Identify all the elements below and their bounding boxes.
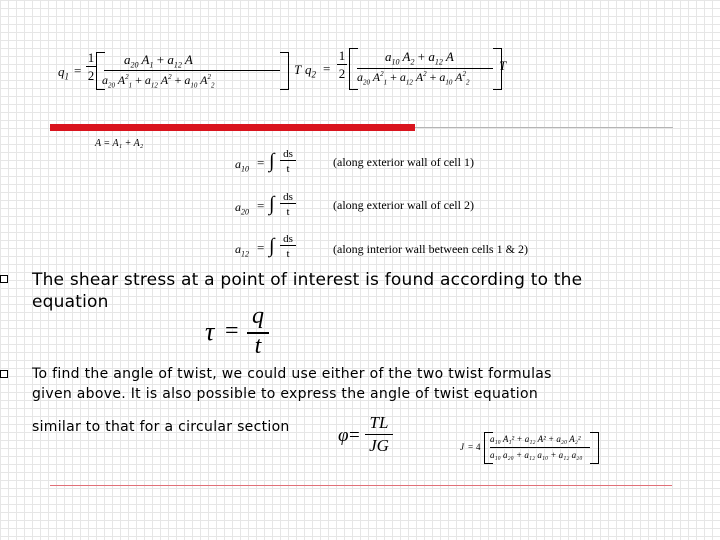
q1-right-bracket	[280, 52, 289, 90]
integral-a12-equals: =	[257, 240, 265, 255]
q1-coef-num: 1	[87, 50, 95, 65]
integral-a20-den: t	[286, 206, 290, 218]
bullet-1-text	[32, 269, 632, 313]
q1-symbol: $q_1$	[58, 64, 69, 82]
J-numerator: a₁₀ A₁² + a₁₂ A² + a₂₀ A₂²	[490, 434, 581, 444]
q1-fraction-line	[104, 70, 280, 71]
tau-symbol: τ	[205, 317, 215, 346]
integral-definitions	[235, 146, 565, 264]
area-definition: A = A₁ + A₂	[95, 138, 144, 149]
q1-numerator: $a_{20}$ $A_1 + a_{12}$ A	[124, 52, 193, 70]
q1-equals: =	[74, 63, 82, 78]
integral-a10-sign: ∫	[269, 150, 275, 172]
bullet-2-line-1: To find the angle of twist, we could use either of the two twist formulas	[32, 366, 552, 382]
J-denominator: a₁₀ a₂₀ + a₁₂ a₁₀ + a₁₂ a₂₀	[490, 450, 583, 460]
integral-a20-num: ds	[280, 191, 296, 204]
integral-a20-note: (along exterior wall of cell 2)	[333, 198, 474, 212]
integral-a10-symbol: $a_{10}$	[235, 157, 249, 174]
q2-coef-den: 2	[338, 66, 346, 81]
phi-equation	[338, 411, 398, 461]
J-right-bracket	[590, 432, 599, 464]
J-equation	[460, 430, 600, 466]
tau-numerator: q	[252, 303, 264, 329]
tau-denominator: t	[254, 333, 262, 359]
integral-row-a20	[235, 192, 565, 226]
phi-symbol: φ	[338, 425, 349, 446]
integral-a12-num: ds	[280, 233, 296, 246]
integral-a10-note: (along exterior wall of cell 1)	[333, 155, 474, 169]
bullet-1-icon	[0, 275, 8, 283]
integral-a20-sign: ∫	[269, 193, 275, 215]
q2-equation	[305, 46, 515, 96]
title-accent-bar	[50, 124, 415, 131]
bottom-divider	[50, 485, 672, 486]
integral-a12-den: t	[286, 248, 290, 260]
q2-denominator: $a_{20}$ $A^2_1 + a_{12}$ $A^2 + a_{10}$ $A^2_2$	[357, 70, 470, 87]
integral-a10-num: ds	[280, 148, 296, 161]
integral-row-a10	[235, 146, 565, 182]
integral-a12-symbol: $a_{12}$	[235, 242, 249, 259]
bullet-1-line-1: The shear stress at a point of interest is found according to the	[32, 270, 583, 290]
bullet-2-line-2: given above. It is also possible to express the angle of twist equation	[32, 386, 539, 402]
integral-a12-sign: ∫	[269, 235, 275, 257]
integral-a20-equals: =	[257, 198, 265, 213]
q2-symbol: $q_2$	[305, 62, 316, 80]
tau-equals: =	[225, 318, 239, 344]
phi-equals: =	[349, 425, 360, 446]
q1-equation	[58, 46, 302, 96]
q2-numerator: $a_{10}$ $A_2 + a_{12}$ A	[385, 49, 454, 67]
J-symbol: J	[460, 442, 464, 452]
q2-T: T	[499, 58, 507, 73]
J-coefficient: 4	[476, 442, 481, 452]
J-fraction-line	[490, 447, 590, 448]
phi-numerator: TL	[369, 413, 389, 432]
phi-denominator: JG	[369, 436, 389, 455]
bullet-1-line-2: equation	[32, 292, 109, 312]
q1-coef-den: 2	[87, 68, 95, 83]
integral-a10-den: t	[286, 163, 290, 175]
title-divider-line	[415, 127, 673, 128]
phi-fraction-line	[365, 434, 393, 435]
tau-equation	[205, 305, 275, 361]
q1-denominator: $a_{20}$ $A^2_1 + a_{12}$ $A^2 + a_{10}$ $A^2_2$	[102, 73, 215, 90]
J-equals: =	[468, 442, 474, 452]
integral-a10-equals: =	[257, 155, 265, 170]
bullet-2-icon	[0, 370, 8, 378]
integral-a20-symbol: $a_{20}$	[235, 200, 249, 217]
q1-T: T	[294, 62, 302, 77]
integral-a12-note: (along interior wall between cells 1 & 2)	[333, 242, 528, 256]
q2-equals: =	[323, 61, 331, 76]
bullet-2-line-3: similar to that for a circular section	[32, 419, 290, 435]
integral-row-a12	[235, 232, 565, 266]
q2-fraction-line	[357, 68, 493, 69]
q2-coef-num: 1	[338, 48, 346, 63]
